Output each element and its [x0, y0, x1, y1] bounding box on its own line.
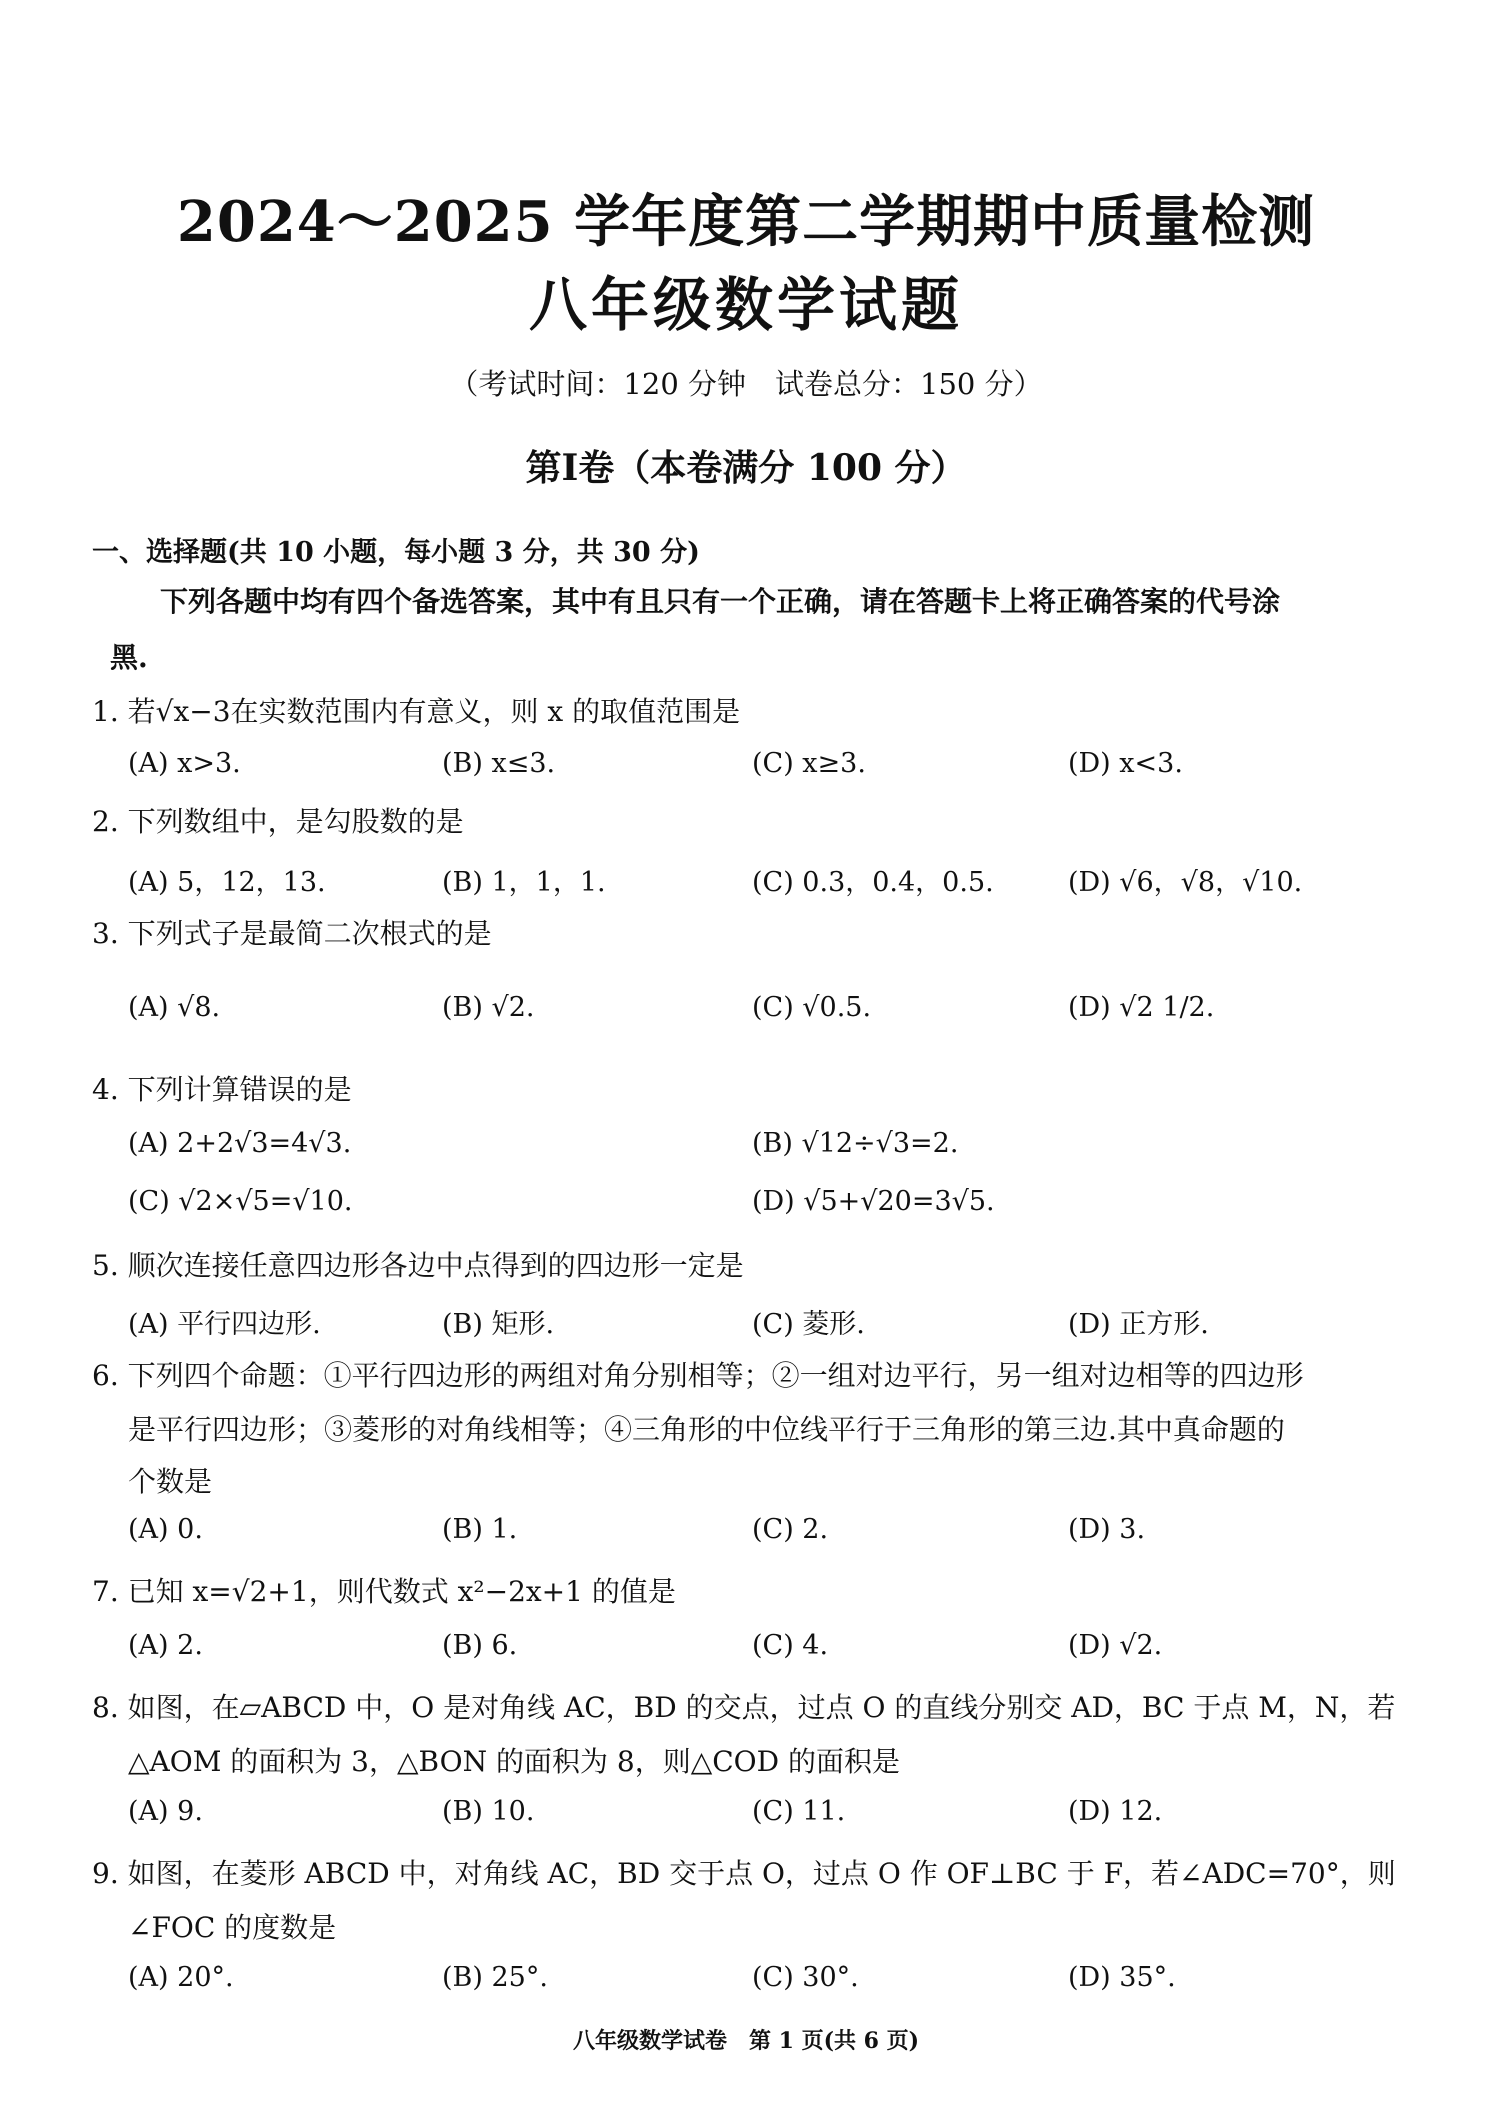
question-8-option-b: (B) 10. [442, 1796, 535, 1827]
question-9-option-b: (B) 25°. [442, 1962, 548, 1993]
question-6-option-b: (B) 1. [442, 1514, 518, 1545]
question-1-option-d: (D) x<3. [1068, 748, 1183, 779]
question-2-stem: 2. 下列数组中，是勾股数的是 [92, 805, 464, 838]
question-3-option-a: (A) √8. [128, 992, 221, 1023]
question-7-option-a: (A) 2. [128, 1630, 203, 1661]
question-8-stem: 8. 如图，在▱ABCD 中，O 是对角线 AC，BD 的交点，过点 O 的直线分别交 AD，BC 于点 M，N，若 [92, 1691, 1396, 1724]
question-9-option-d: (D) 35°. [1068, 1962, 1176, 1993]
question-3-stem: 3. 下列式子是最简二次根式的是 [92, 917, 492, 950]
question-6-option-d: (D) 3. [1068, 1514, 1146, 1545]
question-7-option-d: (D) √2. [1068, 1630, 1163, 1661]
question-5-option-c: (C) 菱形. [752, 1309, 865, 1340]
exam-title: 2024～2025 学年度第二学期期中质量检测 [176, 189, 1316, 255]
question-8-option-c: (C) 11. [752, 1796, 846, 1827]
question-9-stem-cont: ∠FOC 的度数是 [128, 1911, 337, 1944]
question-9-option-a: (A) 20°. [128, 1962, 234, 1993]
question-6-stem-end: 个数是 [128, 1465, 213, 1498]
question-4-option-a: (A) 2+2√3=4√3. [128, 1128, 352, 1159]
section-instruction: 下列各题中均有四个备选答案，其中有且只有一个正确，请在答题卡上将正确答案的代号涂 [160, 585, 1281, 618]
question-5-option-b: (B) 矩形. [442, 1309, 555, 1340]
question-2-option-c: (C) 0.3，0.4，0.5. [752, 867, 994, 898]
question-4-option-c: (C) √2×√5=√10. [128, 1186, 353, 1217]
question-3-option-b: (B) √2. [442, 992, 535, 1023]
question-5-stem: 5. 顺次连接任意四边形各边中点得到的四边形一定是 [92, 1249, 744, 1282]
section-instruction-cont: 黑. [110, 641, 148, 674]
section-title: 一、选择题(共 10 小题，每小题 3 分，共 30 分) [92, 537, 700, 568]
question-4-stem: 4. 下列计算错误的是 [92, 1073, 352, 1106]
question-4-option-b: (B) √12÷√3=2. [752, 1128, 959, 1159]
question-7-option-c: (C) 4. [752, 1630, 829, 1661]
question-5-option-d: (D) 正方形. [1068, 1309, 1209, 1340]
question-7-option-b: (B) 6. [442, 1630, 518, 1661]
question-6-option-a: (A) 0. [128, 1514, 203, 1545]
question-1-option-a: (A) x>3. [128, 748, 241, 779]
question-2-option-b: (B) 1，1，1. [442, 867, 606, 898]
exam-subtitle: 八年级数学试题 [528, 271, 963, 339]
question-6-stem-cont: 是平行四边形；③菱形的对角线相等；④三角形的中位线平行于三角形的第三边.其中真命题的 [128, 1413, 1285, 1446]
question-1-option-b: (B) x≤3. [442, 748, 556, 779]
question-9-option-c: (C) 30°. [752, 1962, 859, 1993]
question-4-option-d: (D) √5+√20=3√5. [752, 1186, 995, 1217]
question-9-stem: 9. 如图，在菱形 ABCD 中，对角线 AC，BD 交于点 O，过点 O 作 OF⊥BC 于 F，若∠ADC=70°，则 [92, 1857, 1396, 1890]
part-heading: 第Ⅰ卷（本卷满分 100 分） [525, 447, 967, 489]
question-5-option-a: (A) 平行四边形. [128, 1309, 321, 1340]
question-3-option-c: (C) √0.5. [752, 992, 872, 1023]
question-2-option-d: (D) √6，√8，√10. [1068, 867, 1303, 898]
page-footer: 八年级数学试卷 第 1 页(共 6 页) [572, 2028, 920, 2054]
question-7-stem: 7. 已知 x=√2+1，则代数式 x²−2x+1 的值是 [92, 1575, 676, 1608]
question-8-option-a: (A) 9. [128, 1796, 203, 1827]
question-2-option-a: (A) 5，12，13. [128, 867, 326, 898]
question-8-option-d: (D) 12. [1068, 1796, 1163, 1827]
exam-info: （考试时间：120 分钟 试卷总分：150 分） [449, 367, 1043, 401]
question-6-option-c: (C) 2. [752, 1514, 829, 1545]
question-3-option-d: (D) √2 1/2. [1068, 992, 1215, 1023]
question-8-stem-cont: △AOM 的面积为 3，△BON 的面积为 8，则△COD 的面积是 [128, 1745, 900, 1778]
question-1-option-c: (C) x≥3. [752, 748, 866, 779]
question-1-stem: 1. 若√x−3在实数范围内有意义，则 x 的取值范围是 [92, 695, 741, 728]
question-6-stem: 6. 下列四个命题：①平行四边形的两组对角分别相等；②一组对边平行，另一组对边相等的四边形 [92, 1359, 1304, 1392]
